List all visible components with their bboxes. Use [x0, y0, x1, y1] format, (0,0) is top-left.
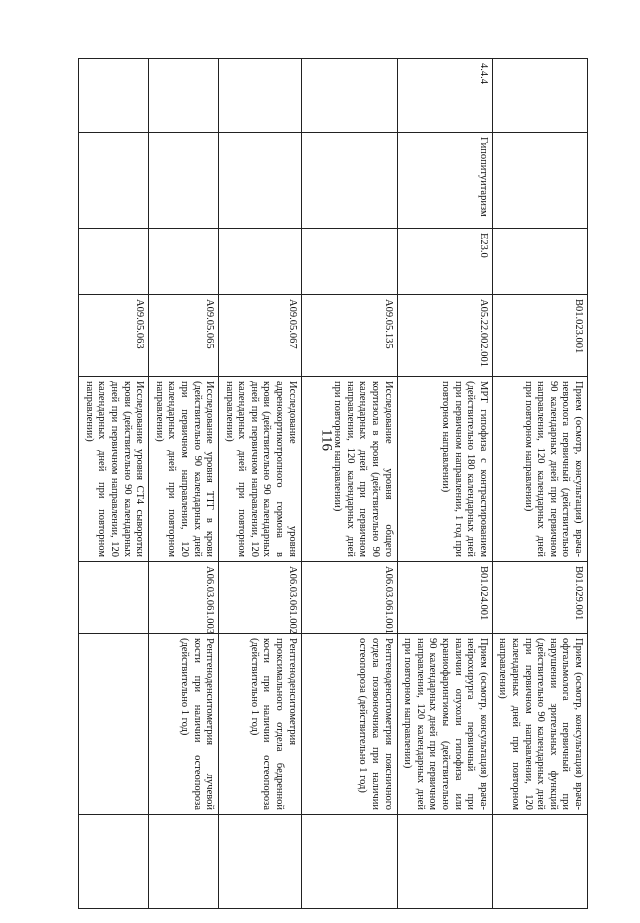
service-name-cell: Исследование уровня адренокортикотропного гормона в крови (действительно 90 календарных дней при первичном направлении, 120 календарных дней при повторном направлении) — [219, 377, 302, 562]
service-name-cell: Исследование уровня общего кортизола в крови (действительно 90 календарных дней при первичном направлении, 120 календарных дней при повторном направлении) — [301, 377, 397, 562]
empty-cell — [219, 815, 302, 909]
empty-cell — [79, 815, 149, 909]
row-number-cell — [492, 59, 587, 133]
row-number-cell — [149, 59, 219, 133]
table-row — [149, 59, 219, 909]
service-code-cell: A05.22.002.001 — [397, 295, 492, 377]
disease-cell: Гипопитуитаризм — [397, 133, 492, 229]
icd-code-cell — [79, 229, 149, 295]
table-row — [79, 59, 149, 909]
consult-code-cell: A06.03.061.001 — [301, 562, 397, 634]
consult-code-cell: B01.024.001 — [397, 562, 492, 634]
icd-code-cell — [149, 229, 219, 295]
table-row — [219, 59, 302, 909]
consult-code-cell: A06.03.061.003 — [149, 562, 219, 634]
consult-name-cell: Рентгеноденситометрия поясничного отдела позвоночника при наличии остеопороза (действительно 1 год) — [301, 634, 397, 815]
consult-name-cell: Прием (осмотр, консультация) врача-офтальмолога первичный при нарушении зрительных функций (действительно 90 календарных дней при первичном направлении, 120 календарных дней при повторном направлении) — [492, 634, 587, 815]
row-number-cell — [79, 59, 149, 133]
row-number-cell: 4.4.4 — [397, 59, 492, 133]
icd-code-cell — [301, 229, 397, 295]
disease-cell — [492, 133, 587, 229]
consult-name-cell: Рентгеноденситометрия проксимального отдела бедренной кости при наличии остеопороза (действительно 1 год) — [219, 634, 302, 815]
page-number: 116 — [318, 429, 335, 451]
service-code-cell: B01.023.001 — [492, 295, 587, 377]
service-name-cell: Прием (осмотр, консультация) врача-невролога первичный (действительно 90 календарных дней при первичном направлении, 120 календарных дней при повторном направлении) — [492, 377, 587, 562]
icd-code-cell — [492, 229, 587, 295]
services-table — [78, 58, 588, 909]
service-code-cell: A09.05.063 — [79, 295, 149, 377]
disease-cell — [149, 133, 219, 229]
icd-code-cell: E23.0 — [397, 229, 492, 295]
service-code-cell: A09.05.135 — [301, 295, 397, 377]
disease-cell — [79, 133, 149, 229]
icd-code-cell — [219, 229, 302, 295]
service-name-cell: Исследование уровня СТ4 сыворотки крови (действительно 90 календарных дней при первичном направлении, 120 календарных дней при повторном направлении) — [79, 377, 149, 562]
disease-cell — [301, 133, 397, 229]
table-row — [397, 59, 492, 909]
table-row — [492, 59, 587, 909]
service-name-cell: МРТ гипофиза с контрастированием (действительно 180 календарных дней при первичном направлении, 1 год при повторном направлении) — [397, 377, 492, 562]
consult-name-cell — [79, 634, 149, 815]
consult-code-cell: B01.029.001 — [492, 562, 587, 634]
table-row — [301, 59, 397, 909]
row-number-cell — [219, 59, 302, 133]
consult-code-cell: A06.03.061.002 — [219, 562, 302, 634]
consult-code-cell — [79, 562, 149, 634]
consult-name-cell: Прием (осмотр, консультация) врача-нейрохирурга первичный при наличии опухоли гипофиза или краниофарингиомы (действительно 90 календарных дней при первичном направлении, 120 календарных дней при повторном направлении) — [397, 634, 492, 815]
service-name-cell: Исследование уровня ТТГ в крови (действительно 90 календарных дней при первичном направлении, 120 календарных дней при повторном направлении) — [149, 377, 219, 562]
service-code-cell: A09.05.065 — [149, 295, 219, 377]
consult-name-cell: Рентгеноденситометрия лучевой кости при наличии остеопороза (действительно 1 год) — [149, 634, 219, 815]
empty-cell — [397, 815, 492, 909]
service-code-cell: A09.05.067 — [219, 295, 302, 377]
empty-cell — [492, 815, 587, 909]
empty-cell — [301, 815, 397, 909]
row-number-cell — [301, 59, 397, 133]
empty-cell — [149, 815, 219, 909]
disease-cell — [219, 133, 302, 229]
rotated-table-wrapper — [83, 58, 588, 908]
